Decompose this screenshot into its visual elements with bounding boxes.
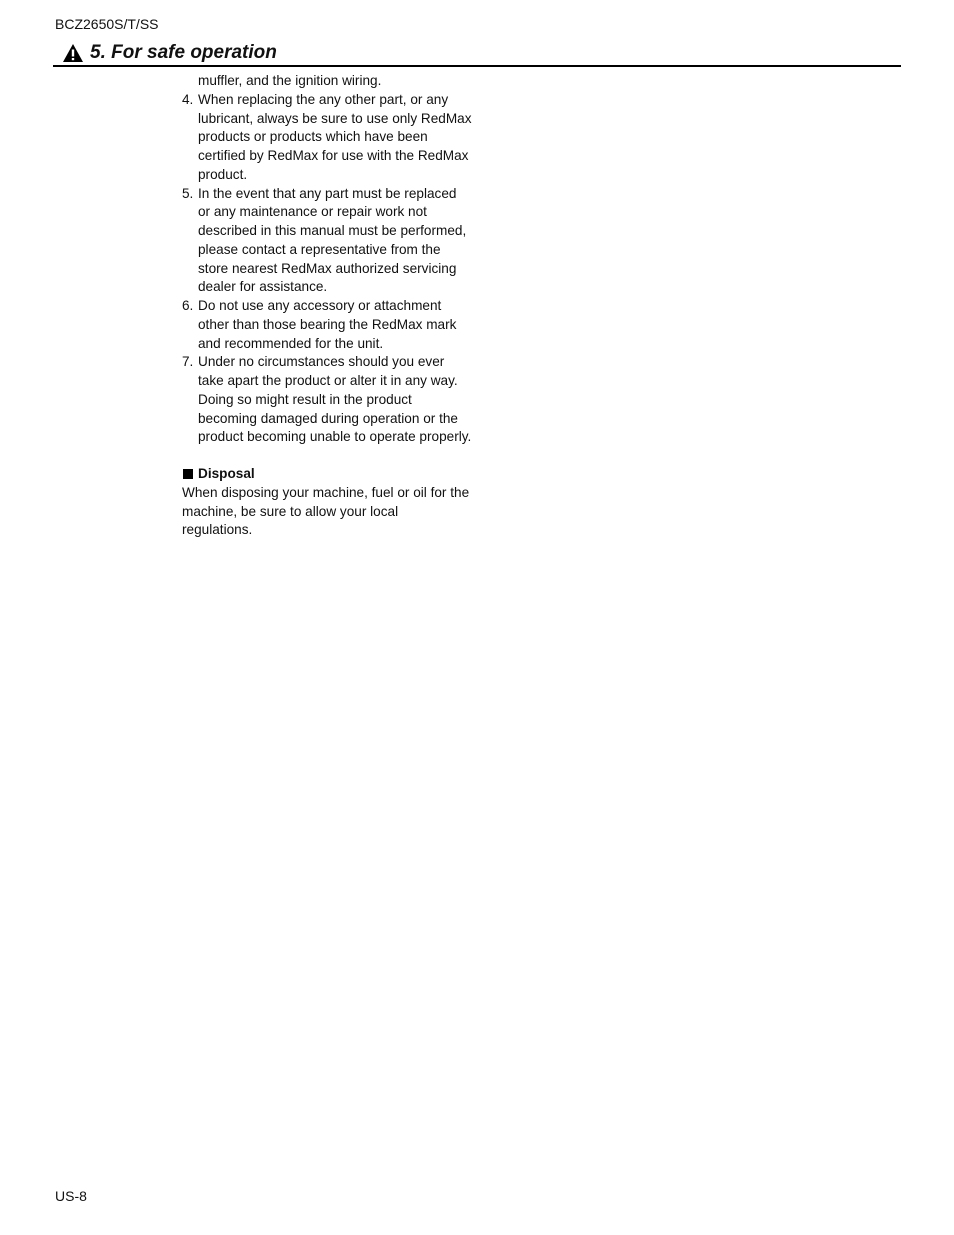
disposal-heading-text: Disposal <box>198 466 255 481</box>
disposal-body: When disposing your machine, fuel or oil for the machine, be sure to allow your local regulations. <box>182 484 470 538</box>
list-item-number: 7. <box>182 354 194 370</box>
page-number: US-8 <box>55 1188 87 1204</box>
content-column <box>182 72 472 540</box>
list-item-text: Do not use any accessory or attachment other than those bearing the RedMax mark and recommended for the unit. <box>198 298 457 351</box>
list-item-number: 6. <box>182 298 194 313</box>
warning-triangle-icon <box>62 43 84 63</box>
section-header <box>53 41 901 67</box>
section-title: 5. For safe operation <box>90 42 277 63</box>
list-item-text: When replacing the any other part, or any lubricant, always be sure to use only RedMax products or products which have been certified by RedMax for use with the RedMax product. <box>198 91 472 182</box>
list-item <box>182 353 472 447</box>
list-item-text: Under no circumstances should you ever take apart the product or alter it in any way. Doing so might result in the product becoming damaged during operation or the product becoming unable to operate properly. <box>198 354 472 445</box>
list-item-number: 4. <box>182 91 194 107</box>
disposal-heading <box>182 465 472 484</box>
continuation-text: muffler, and the ignition wiring. <box>198 73 382 88</box>
list-item <box>182 91 472 185</box>
safety-list <box>182 91 472 447</box>
square-bullet-icon <box>183 469 193 479</box>
model-number: BCZ2650S/T/SS <box>55 16 159 32</box>
disposal-section <box>182 465 472 540</box>
list-item <box>182 185 472 298</box>
list-item <box>182 297 472 353</box>
list-item-number: 5. <box>182 185 194 201</box>
list-item-text: In the event that any part must be replaced or any maintenance or repair work not described in this manual must be performed, please contact a representative from the store nearest RedMax authorized servicing dealer for assistance. <box>198 185 467 295</box>
